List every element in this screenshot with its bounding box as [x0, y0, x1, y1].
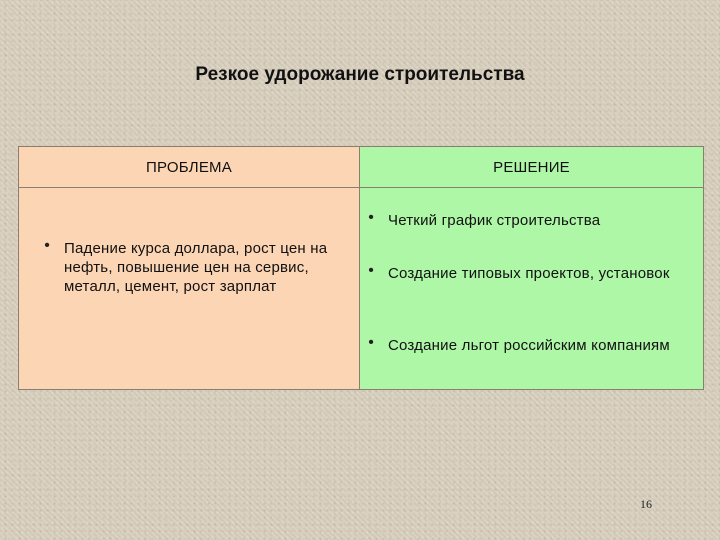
solution-header: РЕШЕНИЕ [360, 147, 703, 188]
problem-item [19, 239, 350, 296]
solution-column [360, 147, 703, 389]
slide-title: Резкое удорожание строительства [195, 64, 525, 85]
solution-item [360, 211, 688, 230]
solution-item-text: Создание льгот российским компаниям [388, 337, 670, 354]
solution-item-text: Четкий график строительства [388, 212, 601, 229]
solution-item [360, 336, 688, 355]
problem-header: ПРОБЛЕМА [19, 147, 359, 188]
bullet-icon: • [368, 209, 374, 226]
bullet-icon: • [368, 334, 374, 351]
problem-item-text: Падение курса доллара, рост цен на нефть, повышение цен на сервис, металл, цемент, рост зарплат [64, 240, 328, 295]
solution-item [360, 264, 688, 283]
problem-column [19, 147, 360, 389]
bullet-icon: • [44, 237, 50, 254]
solution-item-text: Создание типовых проектов, установок [388, 265, 670, 282]
page-number: 16 [640, 497, 652, 511]
problem-solution-table [18, 146, 704, 390]
bullet-icon: • [368, 262, 374, 279]
